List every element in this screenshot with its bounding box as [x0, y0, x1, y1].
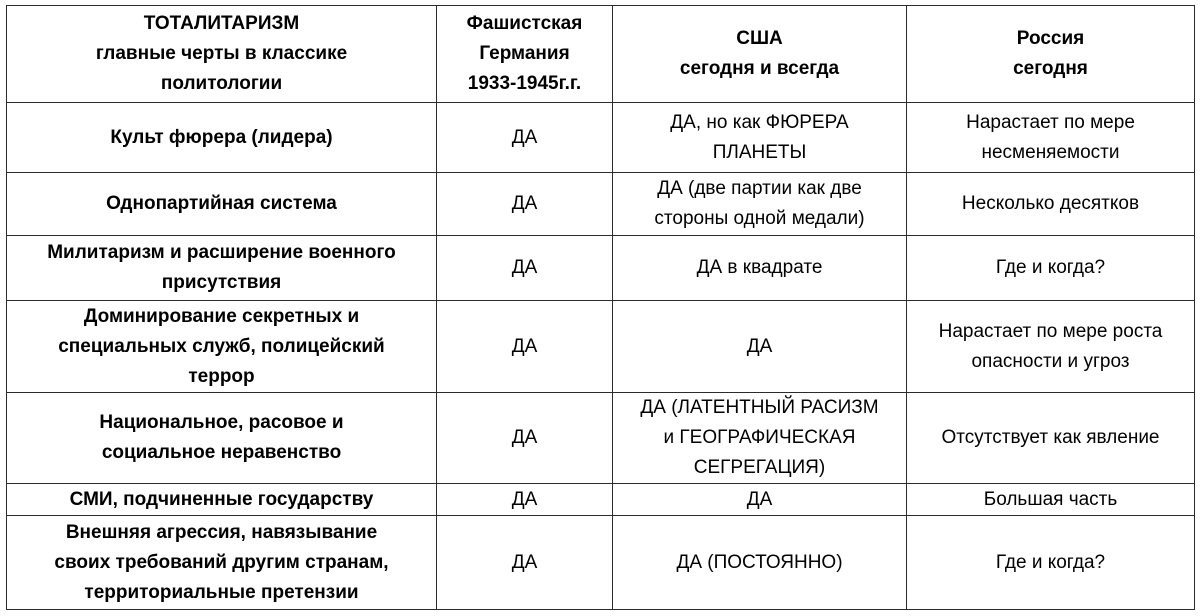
germany-cell: ДА	[437, 173, 613, 236]
russia-cell: Большая часть	[907, 484, 1195, 516]
russia-cell: Где и когда?	[907, 236, 1195, 301]
table-row	[7, 516, 1195, 610]
russia-cell: Нарастает по мере несменяемости	[907, 103, 1195, 173]
header-totalitarianism: ТОТАЛИТАРИЗМ главные черты в классике политологии	[7, 6, 437, 103]
table-row	[7, 173, 1195, 236]
feature-cell: Культ фюрера (лидера)	[7, 103, 437, 173]
header-row	[7, 6, 1195, 103]
usa-cell: ДА	[613, 301, 907, 393]
table-row	[7, 301, 1195, 393]
feature-cell: СМИ, подчиненные государству	[7, 484, 437, 516]
usa-cell: ДА, но как ФЮРЕРА ПЛАНЕТЫ	[613, 103, 907, 173]
feature-cell: Внешняя агрессия, навязывание своих требований другим странам, территориальные претензии	[7, 516, 437, 610]
russia-cell: Отсутствует как явление	[907, 393, 1195, 484]
table-row	[7, 484, 1195, 516]
feature-cell: Однопартийная система	[7, 173, 437, 236]
table-row	[7, 393, 1195, 484]
usa-cell: ДА (ПОСТОЯННО)	[613, 516, 907, 610]
usa-cell: ДА (две партии как две стороны одной медали)	[613, 173, 907, 236]
table-row	[7, 103, 1195, 173]
germany-cell: ДА	[437, 516, 613, 610]
usa-cell: ДА в квадрате	[613, 236, 907, 301]
header-usa: США сегодня и всегда	[613, 6, 907, 103]
table-row	[7, 236, 1195, 301]
russia-cell: Нарастает по мере роста опасности и угроз	[907, 301, 1195, 393]
feature-cell: Милитаризм и расширение военного присутствия	[7, 236, 437, 301]
germany-cell: ДА	[437, 393, 613, 484]
usa-cell: ДА	[613, 484, 907, 516]
germany-cell: ДА	[437, 236, 613, 301]
feature-cell: Доминирование секретных и специальных служб, полицейский террор	[7, 301, 437, 393]
germany-cell: ДА	[437, 484, 613, 516]
header-russia: Россия сегодня	[907, 6, 1195, 103]
russia-cell: Где и когда?	[907, 516, 1195, 610]
usa-cell: ДА (ЛАТЕНТНЫЙ РАСИЗМ и ГЕОГРАФИЧЕСКАЯ СЕГРЕГАЦИЯ)	[613, 393, 907, 484]
feature-cell: Национальное, расовое и социальное неравенство	[7, 393, 437, 484]
germany-cell: ДА	[437, 103, 613, 173]
header-germany: Фашистская Германия 1933-1945г.г.	[437, 6, 613, 103]
comparison-table	[6, 5, 1195, 610]
russia-cell: Несколько десятков	[907, 173, 1195, 236]
germany-cell: ДА	[437, 301, 613, 393]
